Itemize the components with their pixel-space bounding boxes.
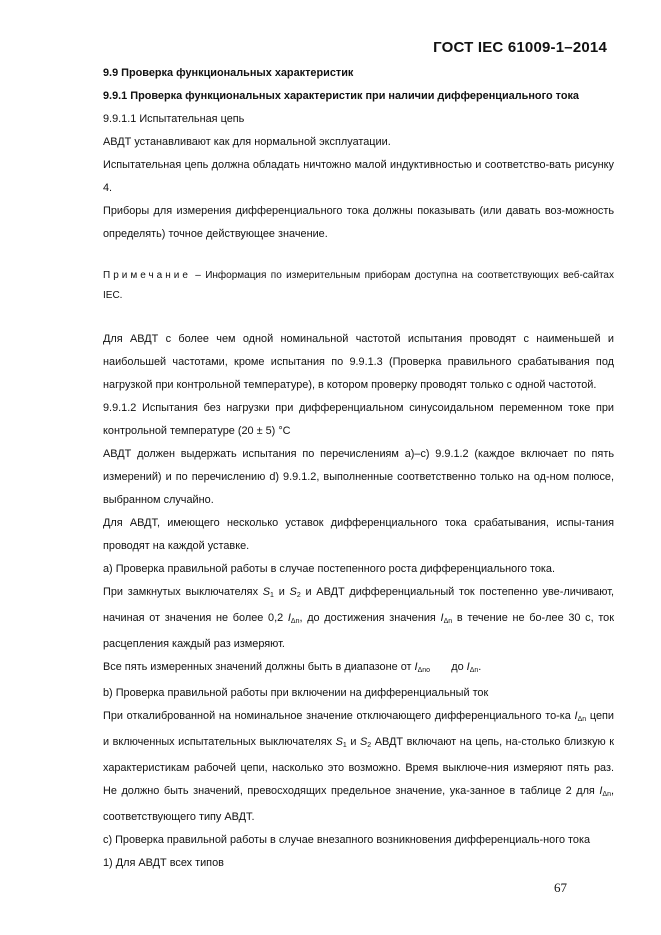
document-header: ГОСТ IEC 61009-1–2014	[433, 39, 607, 56]
page-body	[103, 62, 614, 875]
note	[103, 266, 614, 306]
symbol: S	[359, 736, 368, 748]
text-run: и АВДТ дифференциальный ток постепенно уве-личивают, начиная от значения не более 0,2	[103, 586, 614, 624]
symbol: I	[414, 661, 418, 673]
text-run: , соответствующего типу АВДТ.	[103, 785, 614, 823]
note-text: – Информация по измерительным приборам доступна на соответствующих веб-сайтах IEC.	[103, 270, 614, 301]
symbol: I	[287, 612, 291, 624]
list-item: а) Проверка правильной работы в случае постепенного роста дифференциального тока.	[103, 563, 556, 575]
symbol: S	[262, 586, 271, 598]
page-number: 67	[554, 880, 567, 895]
text-run: АВДТ включают на цепь, на-столько близкую к характеристикам рабочей цепи, насколько это возможно. Время выключе-ния измеряют пять раз. Не должно быть значений, превосходящих предельное значение, ука-занное в таблице 2 для	[103, 736, 614, 797]
symbol: I	[599, 785, 603, 797]
subsection-heading: 9.9.1 Проверка функциональных характеристик при наличии дифференциального тока	[103, 90, 579, 102]
symbol: I	[466, 661, 470, 673]
paragraph: Для АВДТ, имеющего несколько уставок дифференциального тока срабатывания, испы-тания проводят на каждой уставке.	[103, 517, 614, 552]
text-run: и	[273, 586, 290, 598]
symbol: S	[335, 736, 343, 748]
subscript: 2	[367, 742, 372, 749]
paragraph	[103, 656, 614, 682]
clause-heading: 9.9.1.1 Испытательная цепь	[103, 113, 245, 125]
subscript: 2	[296, 592, 301, 599]
paragraph: АВДТ должен выдержать испытания по перечислениям а)–с) 9.9.1.2 (каждое включает по пять измерений) и по перечислению d) 9.9.1.2, выполненные соответственно только на од-ном полюсе, выбранном случайно.	[103, 448, 614, 506]
subscript: 1	[342, 742, 347, 749]
section-heading: 9.9 Проверка функциональных характеристик	[103, 67, 354, 79]
note-label: Примечание	[103, 270, 191, 281]
text-run: до	[430, 661, 467, 673]
text-run: При откалиброванной на номинальное значение отключающего дифференциального то-ка	[103, 710, 575, 722]
subscript: Δno	[417, 667, 431, 674]
text-run: При замкнутых выключателях	[103, 586, 263, 598]
list-item: с) Проверка правильной работы в случае внезапного возникновения дифференциаль-ного тока	[103, 834, 591, 846]
text-run: и	[346, 736, 360, 748]
subscript: Δn	[443, 618, 453, 625]
subscript: Δn	[602, 791, 611, 798]
paragraph	[103, 581, 614, 656]
paragraph: АВДТ устанавливают как для нормальной эксплуатации.	[103, 136, 391, 148]
subscript: Δn	[469, 667, 479, 674]
paragraph: Испытательная цепь должна обладать ничтожно малой индуктивностью и соответство-вать рисунку 4.	[103, 159, 614, 194]
paragraph	[103, 705, 614, 829]
symbol: I	[574, 710, 578, 722]
symbol: I	[440, 612, 444, 624]
subscript: Δn	[577, 716, 587, 723]
text-run: цепи и включенных испытательных выключателях	[103, 710, 614, 748]
clause-heading: 9.9.1.2 Испытания без нагрузки при дифференциальном синусоидальном переменном токе при контрольной температуре (20 ± 5) °С	[103, 402, 614, 437]
paragraph: Приборы для измерения дифференциального тока должны показывать (или давать воз-можность определять) точное действующее значение.	[103, 205, 614, 240]
text-run: в течение не бо-лее 30 с, ток расцепления каждый раз измеряют.	[103, 612, 615, 650]
text-run: .	[478, 661, 482, 673]
list-item: b) Проверка правильной работы при включении на дифференциальный ток	[103, 687, 489, 699]
list-item: 1) Для АВДТ всех типов	[103, 857, 224, 869]
text-run: , до достижения значения	[299, 612, 441, 624]
subscript: 1	[270, 592, 274, 599]
text-run: Все пять измеренных значений должны быть в диапазоне от	[103, 661, 415, 673]
paragraph: Для АВДТ с более чем одной номинальной частотой испытания проводят с наименьшей и наибольшей частотами, кроме испытания по 9.9.1.3 (Проверка правильного срабатывания под нагрузкой при контрольной температуре), в котором проверку проводят только с одной частотой.	[103, 333, 614, 391]
symbol: S	[289, 586, 297, 598]
subscript: Δn	[290, 618, 300, 625]
